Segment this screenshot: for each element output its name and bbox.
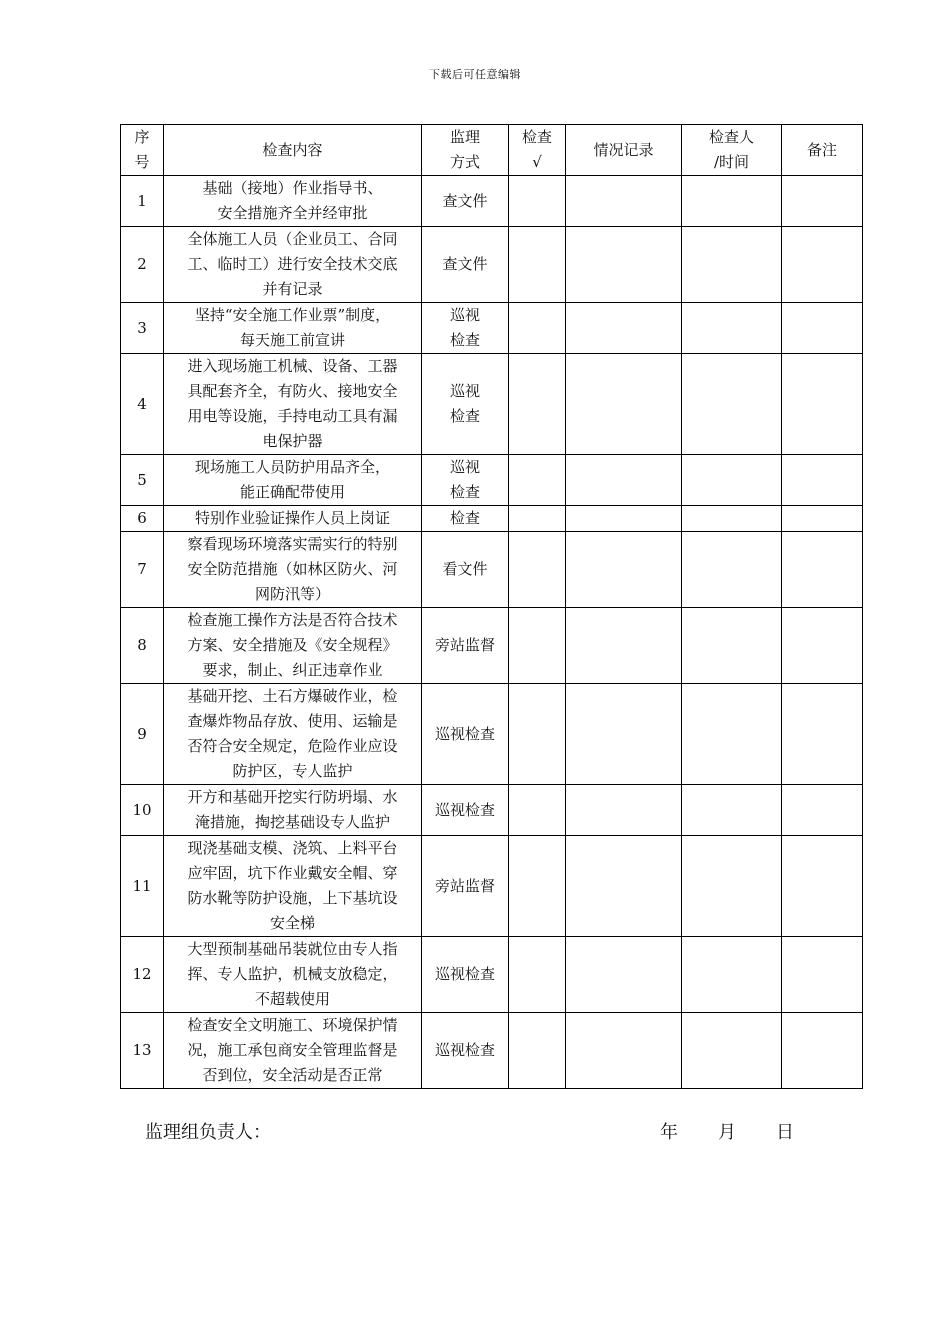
row-method: 巡视 检查: [422, 303, 509, 354]
row-seq: 8: [121, 608, 164, 684]
safety-check-table: [120, 124, 863, 1089]
row-record-cell[interactable]: [566, 684, 682, 785]
row-check-cell[interactable]: [509, 176, 566, 227]
row-seq: 1: [121, 176, 164, 227]
row-method: 查文件: [422, 176, 509, 227]
row-check-cell[interactable]: [509, 455, 566, 506]
row-content: 大型预制基础吊装就位由专人指 挥、专人监护，机械支放稳定， 不超载使用: [164, 937, 422, 1013]
row-content: 进入现场施工机械、设备、工器 具配套齐全，有防火、接地安全 用电等设施，手持电动工具有漏 电保护器: [164, 354, 422, 455]
row-inspector-cell[interactable]: [682, 1013, 782, 1089]
row-content: 现浇基础支模、浇筑、上料平台 应牢固，坑下作业戴安全帽、穿 防水靴等防护设施，上下基坑设 安全梯: [164, 836, 422, 937]
page-header-note: 下载后可任意编辑: [429, 68, 521, 81]
row-content: 现场施工人员防护用品齐全， 能正确配带使用: [164, 455, 422, 506]
row-record-cell[interactable]: [566, 455, 682, 506]
table-row: [121, 176, 863, 227]
row-record-cell[interactable]: [566, 608, 682, 684]
row-remark-cell[interactable]: [782, 1013, 863, 1089]
row-seq: 13: [121, 1013, 164, 1089]
month-label: 月: [718, 1122, 736, 1143]
row-method: 巡视检查: [422, 1013, 509, 1089]
row-method: 巡视检查: [422, 937, 509, 1013]
row-inspector-cell[interactable]: [682, 836, 782, 937]
row-method: 旁站监督: [422, 608, 509, 684]
row-method: 巡视检查: [422, 684, 509, 785]
table-row: [121, 354, 863, 455]
row-inspector-cell[interactable]: [682, 354, 782, 455]
row-inspector-cell[interactable]: [682, 506, 782, 532]
row-check-cell[interactable]: [509, 1013, 566, 1089]
row-record-cell[interactable]: [566, 354, 682, 455]
row-remark-cell[interactable]: [782, 455, 863, 506]
row-method: 检查: [422, 506, 509, 532]
row-record-cell[interactable]: [566, 937, 682, 1013]
header-seq: 序 号: [121, 125, 164, 176]
table-row: [121, 785, 863, 836]
row-seq: 10: [121, 785, 164, 836]
row-seq: 2: [121, 227, 164, 303]
row-remark-cell[interactable]: [782, 303, 863, 354]
row-seq: 5: [121, 455, 164, 506]
row-content: 开方和基础开挖实行防坍塌、水 淹措施，掏挖基础设专人监护: [164, 785, 422, 836]
row-remark-cell[interactable]: [782, 937, 863, 1013]
table-row: [121, 303, 863, 354]
row-record-cell[interactable]: [566, 303, 682, 354]
row-record-cell[interactable]: [566, 1013, 682, 1089]
row-seq: 6: [121, 506, 164, 532]
row-method: 旁站监督: [422, 836, 509, 937]
row-inspector-cell[interactable]: [682, 532, 782, 608]
row-content: 基础（接地）作业指导书、 安全措施齐全并经审批: [164, 176, 422, 227]
header-remark: 备注: [782, 125, 863, 176]
row-record-cell[interactable]: [566, 227, 682, 303]
row-inspector-cell[interactable]: [682, 608, 782, 684]
row-method: 巡视 检查: [422, 455, 509, 506]
row-inspector-cell[interactable]: [682, 176, 782, 227]
row-remark-cell[interactable]: [782, 836, 863, 937]
row-check-cell[interactable]: [509, 785, 566, 836]
table-header-row: [121, 125, 863, 176]
row-content: 察看现场环境落实需实行的特别 安全防范措施（如林区防火、河 网防汛等）: [164, 532, 422, 608]
row-remark-cell[interactable]: [782, 506, 863, 532]
row-record-cell[interactable]: [566, 836, 682, 937]
row-content: 特别作业验证操作人员上岗证: [164, 506, 422, 532]
table-row: [121, 455, 863, 506]
row-method: 巡视检查: [422, 785, 509, 836]
row-seq: 4: [121, 354, 164, 455]
row-remark-cell[interactable]: [782, 176, 863, 227]
row-remark-cell[interactable]: [782, 354, 863, 455]
row-seq: 3: [121, 303, 164, 354]
row-content: 检查施工操作方法是否符合技术 方案、安全措施及《安全规程》 要求，制止、纠正违章作业: [164, 608, 422, 684]
header-inspector: 检查人 /时间: [682, 125, 782, 176]
row-remark-cell[interactable]: [782, 608, 863, 684]
table-row: [121, 836, 863, 937]
day-label: 日: [776, 1122, 794, 1143]
table-row: [121, 684, 863, 785]
row-check-cell[interactable]: [509, 227, 566, 303]
table-row: [121, 608, 863, 684]
table-row: [121, 227, 863, 303]
row-record-cell[interactable]: [566, 785, 682, 836]
row-content: 坚持“安全施工作业票”制度， 每天施工前宣讲: [164, 303, 422, 354]
row-method: 看文件: [422, 532, 509, 608]
row-remark-cell[interactable]: [782, 227, 863, 303]
row-content: 基础开挖、土石方爆破作业，检 查爆炸物品存放、使用、运输是 否符合安全规定，危险作业应设 防护区，专人监护: [164, 684, 422, 785]
header-content: 检查内容: [164, 125, 422, 176]
header-check: 检查 √: [509, 125, 566, 176]
table-row: [121, 506, 863, 532]
table-row: [121, 937, 863, 1013]
row-seq: 12: [121, 937, 164, 1013]
table-row: [121, 1013, 863, 1089]
table-row: [121, 532, 863, 608]
row-check-cell[interactable]: [509, 506, 566, 532]
row-inspector-cell[interactable]: [682, 455, 782, 506]
header-method: 监理 方式: [422, 125, 509, 176]
row-remark-cell[interactable]: [782, 684, 863, 785]
date-line: [660, 1118, 794, 1144]
year-label: 年: [660, 1122, 678, 1143]
row-check-cell[interactable]: [509, 608, 566, 684]
row-remark-cell[interactable]: [782, 532, 863, 608]
header-record: 情况记录: [566, 125, 682, 176]
row-inspector-cell[interactable]: [682, 684, 782, 785]
row-check-cell[interactable]: [509, 937, 566, 1013]
row-record-cell[interactable]: [566, 506, 682, 532]
row-seq: 11: [121, 836, 164, 937]
row-inspector-cell[interactable]: [682, 785, 782, 836]
row-method: 查文件: [422, 227, 509, 303]
row-remark-cell[interactable]: [782, 785, 863, 836]
row-seq: 7: [121, 532, 164, 608]
row-inspector-cell[interactable]: [682, 303, 782, 354]
row-record-cell[interactable]: [566, 532, 682, 608]
row-check-cell[interactable]: [509, 836, 566, 937]
row-method: 巡视 检查: [422, 354, 509, 455]
row-check-cell[interactable]: [509, 532, 566, 608]
row-check-cell[interactable]: [509, 354, 566, 455]
row-seq: 9: [121, 684, 164, 785]
row-inspector-cell[interactable]: [682, 227, 782, 303]
row-content: 检查安全文明施工、环境保护情 况，施工承包商安全管理监督是 否到位，安全活动是否正常: [164, 1013, 422, 1089]
responsible-person-label: 监理组负责人：: [145, 1122, 271, 1143]
row-inspector-cell[interactable]: [682, 937, 782, 1013]
row-content: 全体施工人员（企业员工、合同 工、临时工）进行安全技术交底 并有记录: [164, 227, 422, 303]
row-check-cell[interactable]: [509, 303, 566, 354]
row-check-cell[interactable]: [509, 684, 566, 785]
row-record-cell[interactable]: [566, 176, 682, 227]
